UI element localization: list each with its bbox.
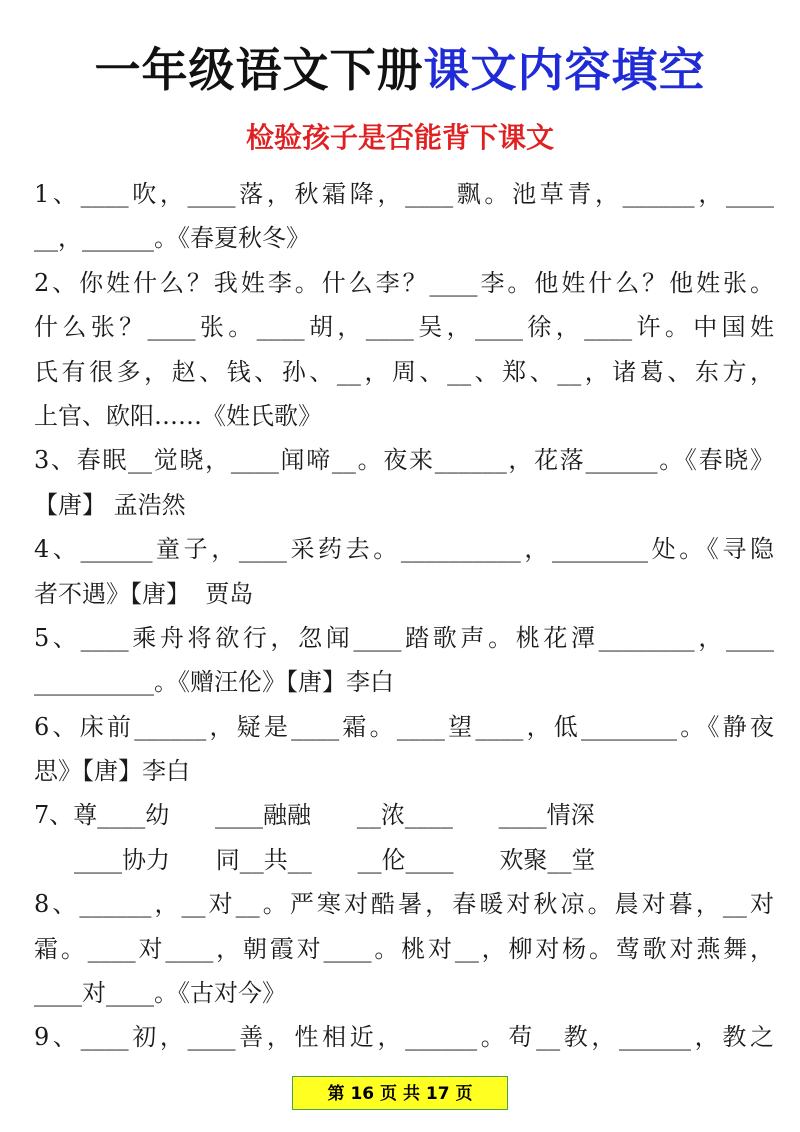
exercise-line: 1、____吹，____落，秋霜降，____飘。池草青，______，____ (34, 180, 774, 208)
exercise-line: __________。《赠汪伦》【唐】李白 (34, 668, 394, 697)
exercise-line: 7、尊____幼 ____融融 __浓____ ____情深 (34, 801, 595, 830)
exercise-line: 上官、欧阳……《姓氏歌》 (34, 401, 322, 430)
exercise-line: 4、______童子，____采药去。__________，________处。《寻隐 (34, 535, 774, 564)
page-title (0, 38, 800, 102)
exercise-line: __，______。《春夏秋冬》 (34, 224, 310, 253)
exercise-line: 思》【唐】李白 (34, 757, 190, 786)
exercise-line: ____对____。《古对今》 (34, 979, 286, 1008)
exercise-line: 8、______，__对__。严寒对酷暑，春暖对秋凉。晨对暮，__对 (34, 890, 774, 919)
exercise-line: 【唐】 孟浩然 (34, 490, 186, 519)
exercise-line: 9、____初，____善，性相近，______。苟__教，______，教之 (34, 1023, 774, 1052)
exercise-line: 6、床前______，疑是____霜。____望____，低________。《静夜 (34, 712, 774, 741)
exercise-line: ____协力 同__共__ __伦____ 欢聚__堂 (74, 845, 596, 874)
exercise-line: 5、____乘舟将欲行，忽闻____踏歌声。桃花潭________，____ (34, 623, 774, 652)
exercise-line: 者不遇》【唐】 贾岛 (34, 579, 254, 608)
exercise-line: 3、春眠__觉晓，____闻啼__。夜来______，花落______。《春晓》 (34, 446, 774, 475)
exercise-line: 氏有很多，赵、钱、孙、__，周、__、郑、__，诸葛、东方， (34, 357, 774, 386)
exercise-line: 什么张？____张。____胡，____吴，____徐，____许。中国姓 (34, 313, 774, 342)
title-part-black: 一年级语文下册 (94, 43, 424, 97)
title-part-blue: 课文内容填空 (423, 43, 706, 97)
page-number-badge: 第 16 页 共 17 页 (292, 1076, 508, 1110)
exercise-body (34, 172, 774, 1060)
exercise-line: 霜。____对____，朝霞对____。桃对__，柳对杨。莺歌对燕舞， (34, 934, 774, 963)
page-subtitle: 检验孩子是否能背下课文 (245, 121, 554, 154)
exercise-line: 2、你姓什么？我姓李。什么李？____李。他姓什么？他姓张。 (34, 268, 774, 297)
